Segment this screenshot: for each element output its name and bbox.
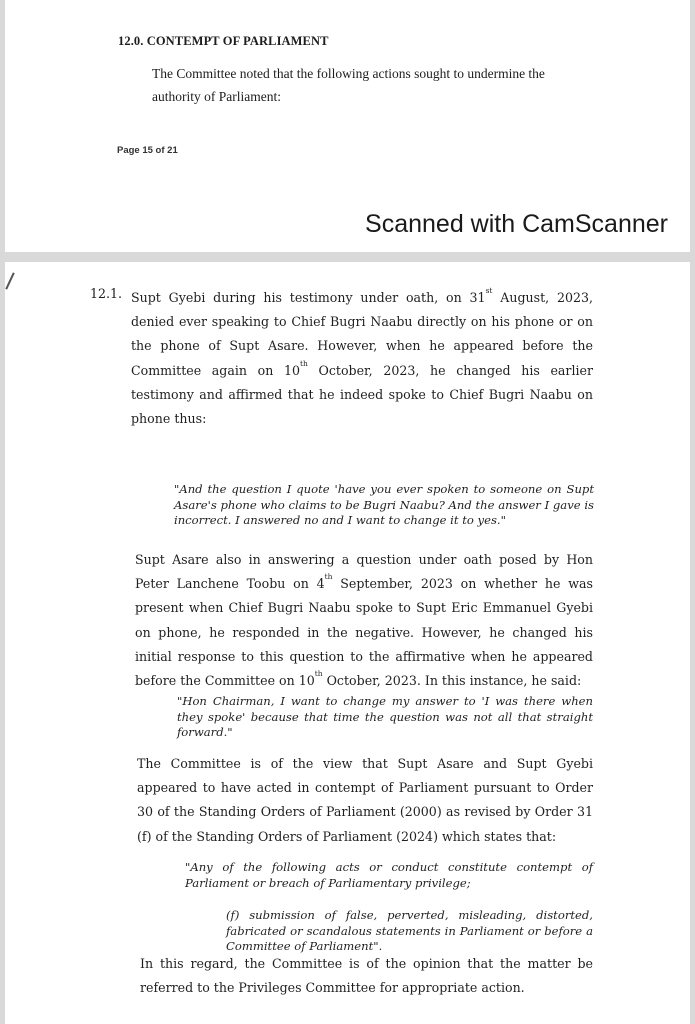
ordinal: th	[324, 572, 333, 582]
camscanner-watermark: Scanned with CamScanner	[365, 210, 668, 238]
quote-standing-order: "Any of the following acts or conduct constitute contempt of Parliament or breach of Parliamentary privilege;	[185, 860, 593, 890]
pen-mark-icon	[5, 272, 14, 289]
quote-asare: "Hon Chairman, I want to change my answer to 'I was there when they spoke' because that time the question was not all that straight forward."	[177, 694, 593, 739]
section-number: 12.1.	[90, 286, 123, 301]
paragraph-gyebi-testimony	[131, 286, 593, 431]
ordinal: st	[485, 286, 493, 295]
paragraph-recommendation: In this regard, the Committee is of the opinion that the matter be referred to the Privileges Committee for appropriate action.	[140, 956, 593, 996]
page-number: Page 15 of 21	[117, 145, 178, 156]
text: August, 2023, denied ever speaking to Chief Bugri Naabu directly on his phone or on the phone of Supt Asare. However, when he appeared before the Committee again on 10	[131, 290, 594, 378]
ordinal: th	[300, 358, 308, 368]
text: September, 2023 on whether he was present when Chief Bugri Naabu spoke to Supt Eric Emmanuel Gyebi on phone, he responded in the negative. However, he changed his initial response to this question to the affirmative when he appeared before the Committee on 10	[135, 576, 593, 689]
scanned-page-top	[5, 0, 690, 252]
section-heading: 12.0. CONTEMPT OF PARLIAMENT	[118, 34, 329, 48]
scanned-page-bottom	[5, 262, 690, 1024]
quote-standing-order-f: (f) submission of false, perverted, misleading, distorted, fabricated or scandalous statements in Parliament or before a Committee of Parliament".	[226, 908, 593, 953]
text: Supt Asare also in answering a question under oath posed by Hon Peter Lanchene Toobu on 4	[135, 552, 593, 592]
text: October, 2023, he changed his earlier testimony and affirmed that he indeed spoke to Chief Bugri Naabu on phone thus:	[131, 362, 593, 427]
text: Supt Gyebi during his testimony under oath, on 31	[131, 290, 486, 305]
intro-paragraph: The Committee noted that the following actions sought to undermine the authority of Parliament:	[152, 66, 545, 104]
paragraph-committee-view: The Committee is of the view that Supt Asare and Supt Gyebi appeared to have acted in contempt of Parliament pursuant to Order 30 of the Standing Orders of Parliament (2000) as revised by Order 31 (f) of the Standing Orders of Parliament (2024) which states that:	[137, 756, 593, 844]
quote-gyebi: "And the question I quote 'have you ever spoken to someone on Supt Asare's phone who claims to be Bugri Naabu? And the answer I gave is incorrect. I answered no and I want to change it to yes."	[174, 482, 594, 527]
ordinal: th	[314, 669, 323, 679]
text: October, 2023. In this instance, he said:	[322, 673, 582, 689]
paragraph-asare-testimony	[135, 548, 593, 693]
